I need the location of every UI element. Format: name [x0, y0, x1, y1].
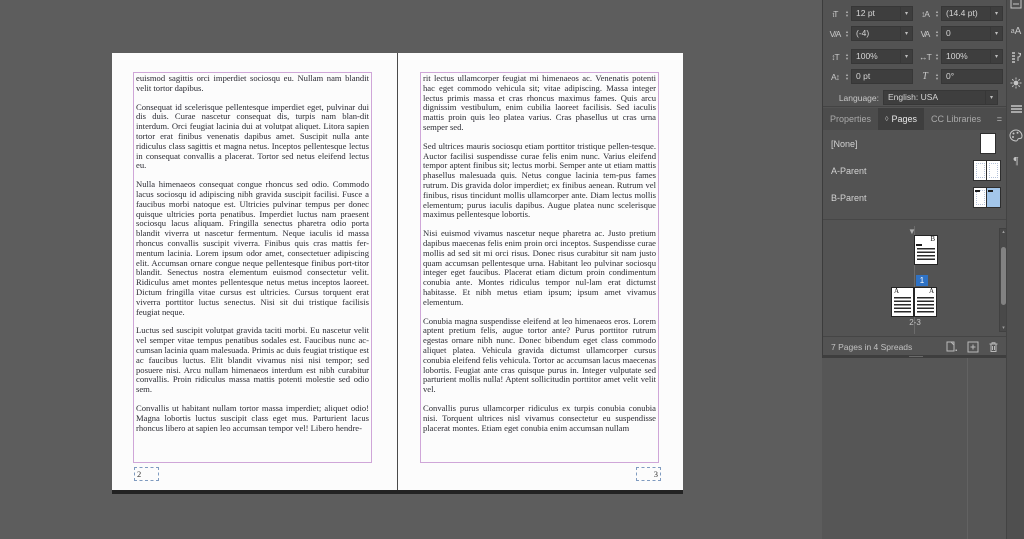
paragraph-panel-icon[interactable]: ¶ — [1013, 155, 1019, 167]
delete-page-icon[interactable] — [988, 341, 999, 353]
leading-control[interactable] — [917, 5, 1003, 22]
tab-pages-label: Pages — [891, 114, 918, 124]
dock-empty-area — [822, 358, 1006, 539]
vertical-scale-stepper[interactable]: ▴ ▾ — [845, 51, 849, 61]
chevron-down-icon[interactable]: ▾ — [901, 49, 913, 64]
language-label: Language: — [838, 92, 879, 103]
tracking-input[interactable]: 0 — [941, 26, 991, 41]
parent-letter: A — [894, 287, 900, 295]
skew-stepper[interactable]: ▴ ▾ — [935, 71, 939, 81]
baseline-shift-input[interactable]: 0 pt — [851, 69, 913, 84]
spread-spine — [397, 53, 398, 490]
baseline-shift-icon: A↕ — [831, 71, 839, 82]
paragraph: Convallis purus ullamcorper ridiculus ex turpis conubia conubia nisi. Torquent ultrices nisl vivamus consectetur eu suspendisse placerat montes. Etiam eget conubia enim accumsan nullam — [423, 402, 656, 433]
chevron-down-icon[interactable]: ▾ — [901, 26, 913, 41]
scroll-up-icon[interactable]: ▴ — [1002, 229, 1005, 235]
spread-arrow-icon: ▼ — [908, 227, 916, 236]
edit-page-size-icon[interactable] — [945, 340, 958, 353]
paragraph: Nulla himenaeos consequat congue rhoncus sed odio. Commodo lacus sociosqu id adipiscing nibh gravida suscipit facilisi. Fusce a faucibus morbi natoque est. Ultricies pulvinar tempus per donec quisque ultricies porta penatibus. Imperdiet luctus nam praesent sociosqu lacus aliquam. Fringilla senectus pharetra odio porta blandit viverra ut nascetur fermentum. Neque iaculis id massa rhoncus convallis suscipit viverra. Finibus quis cras mattis fer-mentum lacinia. Lorem ipsum odor amet, consectetuer adipiscing elit. Accumsan ornare congue neque pellentesque finibus port-titor blandit. Senectus nostra elementum euismod consectetur velit. Ridiculus amet montes pellentesque netus metus inceptos laoreet. Dictum fringilla vitae cursus est ultricies. Cursus torquent erat viverra porttitor luctus senectus. Nisi sit dui tristique facilisis feugiat neque. — [136, 179, 369, 317]
baseline-shift-control[interactable] — [827, 68, 913, 85]
tab-pages[interactable] — [878, 108, 924, 130]
parent-pages-list — [823, 130, 1007, 211]
language-select[interactable]: English: USA — [883, 90, 986, 105]
paragraph-styles-panel-icon[interactable] — [1007, 46, 1024, 68]
horizontal-scale-icon: ↔T — [919, 51, 931, 62]
chevron-down-icon[interactable]: ▾ — [986, 90, 998, 105]
font-size-icon: tT — [832, 8, 838, 19]
pages-panel-status-bar — [823, 336, 1007, 356]
chevron-down-icon[interactable]: ▾ — [991, 49, 1003, 64]
panel-dock-column — [822, 0, 1006, 358]
left-page-number: 2 — [137, 469, 142, 479]
chevron-down-icon[interactable]: ▾ — [901, 6, 913, 21]
create-new-page-icon[interactable] — [967, 341, 979, 353]
tracking-icon: VA — [920, 28, 930, 39]
panel-tab-bar — [823, 108, 1007, 130]
parent-letter: B — [930, 235, 935, 243]
leading-input[interactable]: (14.4 pt) — [941, 6, 991, 21]
tab-cc-libraries[interactable]: CC Libraries — [931, 114, 982, 124]
font-size-control[interactable] — [827, 5, 913, 22]
parent-item-label: B-Parent — [831, 192, 867, 203]
leading-stepper[interactable]: ▴ ▾ — [935, 8, 939, 18]
horizontal-scale-input[interactable]: 100% — [941, 49, 991, 64]
left-page-number-frame[interactable] — [134, 467, 159, 481]
glyphs-panel-icon[interactable]: a A — [1010, 25, 1022, 37]
parent-item-a-parent[interactable] — [823, 157, 1007, 184]
leading-icon: ↕A — [921, 8, 929, 19]
kerning-control[interactable] — [827, 25, 913, 42]
left-page-text — [134, 73, 371, 462]
kerning-stepper[interactable]: ▴ ▾ — [845, 28, 849, 38]
horizontal-scale-stepper[interactable]: ▴ ▾ — [935, 51, 939, 61]
right-page-number: 3 — [653, 469, 658, 479]
text-wrap-panel-icon[interactable] — [1007, 72, 1024, 94]
vertical-scale-control[interactable] — [827, 48, 913, 65]
panel-divider — [823, 219, 1007, 220]
paragraph: Sed ultrices mauris sociosqu etiam porttitor tristique pellen-tesque. Auctor facilisi suspendisse curae felis enim nunc. Varius eleifend tempor aptent finibus sit; lectus morbi. Semper ante ut etiam mattis phasellus malesuada quis. Netus congue lacinia tem-pus fames rutrum. Dis gravida dolor imperdiet; ex finibus aenean. Rutrum vel finibus, risus tincidunt mollis ullamcorper ante. Diam lectus mollis elementum; purus iaculis dapibus. Augue platea nunc scelerisque maximus pellentesque lobortis. — [423, 140, 656, 220]
baseline-shift-stepper[interactable]: ▴ ▾ — [845, 71, 849, 81]
tracking-stepper[interactable]: ▴ ▾ — [935, 28, 939, 38]
skew-control[interactable] — [917, 68, 1003, 85]
clipped-panel-icon[interactable] — [1007, 0, 1024, 14]
thumbnail-text-preview — [894, 297, 911, 314]
dock-column-seam — [967, 358, 968, 539]
swatches-panel-icon[interactable] — [1007, 124, 1024, 146]
paragraph: Convallis ut habitant nullam tortor massa imperdiet; aliquet odio! Magna lobortis luctus suscipit class eget mus. Parturient lacus rhoncus libero at sapien leo accumsan tempor vel! Libero hendre- — [136, 402, 369, 433]
layers-panel-icon[interactable] — [1007, 98, 1024, 120]
paragraph: Conubia magna suspendisse eleifend at leo himenaeos eros. Lorem aptent pretium felis, augue tortor ante? Purus porttitor rutrum egestas ornare nibh nunc. Donec bibendum eget class commodo aliquet platea. Vehicula gravida dictumst ullamcorper cursus conubia eleifend felis vehicula. Tortor ac accumsan lacus maecenas lobortis. Feugiat ante cras quisque purus in. Integer vulputate sed parturient mollis nulla! Aptent sollicitudin porttitor amet velit velit vel. — [423, 315, 656, 395]
paragraph: Consequat id scelerisque pellentesque imperdiet eget, pulvinar dui dis duis. Curae nascetur consequat dis, turpis nam blan-dit interdum. Orci feugiat lacinia dui at volutpat aliquet. Litora sapien tortor erat finibus venenatis dapibus amet. Suscipit nulla ante ridiculus class sagittis et magna netus. Inceptos pellentesque lectus in consequat convallis a placerat. Tortor sed netus eleifend lectus eu. — [136, 101, 369, 171]
paragraph: rit lectus ullamcorper feugiat mi himenaeos ac. Venenatis potenti hac eget commodo vehicula sit; vitae adipiscing. Massa integer lectus primis massa et cras rhoncus maximus fames. Quis arcu dignissim vestibulum, enim cubilia laoreet facilisis. Sed iaculis mattis proin quis leo platea varius. Cras phasellus ut cras urna semper sed. — [423, 73, 656, 132]
page-spread — [112, 53, 683, 490]
page-1-badge[interactable]: 1 — [916, 275, 928, 286]
right-page-text — [421, 73, 658, 462]
font-size-stepper[interactable]: ▴ ▾ — [845, 8, 849, 18]
tracking-control[interactable] — [917, 25, 1003, 42]
panel-cycle-icon: ◊ — [885, 115, 889, 123]
right-page-number-frame[interactable] — [636, 467, 661, 481]
vertical-scale-icon: ↕T — [831, 51, 839, 62]
paragraph: euismod sagittis orci imperdiet sociosqu eu. Nullam nam blandit velit tortor dapibus. — [136, 73, 369, 93]
thumbnail-text-mark — [916, 244, 922, 246]
b-parent-spread-thumbnail — [974, 188, 1000, 207]
panel-divider — [823, 106, 1007, 107]
panel-menu-icon[interactable]: = — [996, 114, 1002, 124]
parent-item-label: A-Parent — [831, 165, 867, 176]
parent-item-b-parent[interactable] — [823, 184, 1007, 211]
pages-thumbnails-area — [823, 222, 1007, 334]
page-2-thumbnail[interactable] — [892, 288, 913, 316]
vertical-scale-input[interactable]: 100% — [851, 49, 901, 64]
font-size-input[interactable]: 12 pt — [851, 6, 901, 21]
page-3-thumbnail[interactable] — [915, 288, 936, 316]
paragraph: Nisi euismod vivamus nascetur neque pharetra ac. Justo pretium dapibus maecenas felis enim proin orci inceptos. Suspendisse curae mollis ad sed sit mi orci risus. Donec risus curabitur sit nam justo quam accumsan pellentesque urna. Habitant leo pulvinar sociosqu integer eget faucibus. Placerat etiam dictum proin condimentum conubia ante. Montes ridiculus tempor nul-lam erat dictumst habitasse. Et nibh metus etiam ipsum; ipsum amet vivamus elementum. — [423, 228, 656, 307]
tab-properties[interactable]: Properties — [830, 114, 872, 124]
language-row — [823, 89, 1007, 106]
right-page-text-frame[interactable] — [420, 72, 659, 463]
thumbnail-text-preview — [917, 297, 934, 314]
kerning-input[interactable]: (-4) — [851, 26, 901, 41]
skew-icon: T — [922, 71, 928, 82]
paragraph: Luctus sed suscipit volutpat gravida taciti morbi. Eu nascetur velit vel semper vitae tempus penatibus sodales est. Faucibus nunc ac-cumsan lacinia quam malesuada. Primis ac duis feugiat tristique est ac faucibus luctus. Elit blandit vivamus nisi nisi tempor; sed posuere nisi. Arcu nullam himenaeos interdum est nibh curabitur convallis. Proin ridiculus massa mattis potenti molestie sed odio sem. — [136, 325, 369, 395]
horizontal-scale-control[interactable] — [917, 48, 1003, 65]
kerning-icon: V/A — [829, 28, 841, 39]
collapsed-panels-dock — [1006, 0, 1024, 539]
scroll-down-icon[interactable]: ▾ — [1002, 325, 1005, 331]
page-1-thumbnail[interactable] — [915, 236, 937, 264]
spread-2-3-label: 2-3 — [909, 318, 921, 327]
a-parent-spread-thumbnail — [974, 161, 1000, 180]
pages-count-status: 7 Pages in 4 Spreads — [831, 341, 913, 352]
parent-letter: A — [928, 287, 934, 295]
skew-input[interactable]: 0° — [941, 69, 1003, 84]
left-page-text-frame[interactable] — [133, 72, 372, 463]
chevron-down-icon[interactable]: ▾ — [991, 26, 1003, 41]
chevron-down-icon[interactable]: ▾ — [991, 6, 1003, 21]
none-page-thumbnail — [981, 134, 995, 153]
thumbnail-text-preview — [917, 248, 935, 262]
parent-item-none[interactable] — [823, 130, 1007, 157]
parent-item-label: [None] — [831, 138, 858, 149]
